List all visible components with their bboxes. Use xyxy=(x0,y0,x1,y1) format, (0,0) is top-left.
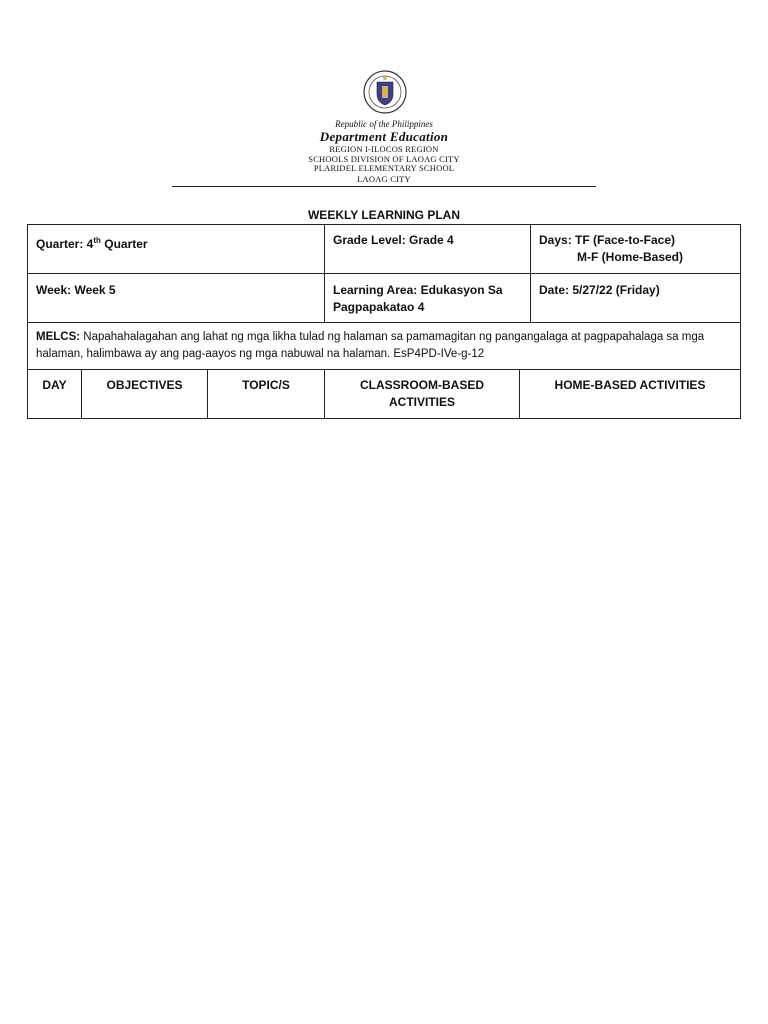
column-header-classroom-activities: CLASSROOM-BASED ACTIVITIES xyxy=(359,378,484,409)
column-header-objectives: OBJECTIVES xyxy=(106,378,183,392)
city-text: LAOAG CITY xyxy=(357,174,411,184)
column-header-topics: TOPIC/S xyxy=(242,378,290,392)
deped-seal-icon xyxy=(363,70,407,114)
school-text: PLARIDEL ELEMENTARY SCHOOL xyxy=(313,163,455,173)
republic-text: Republic of the Philippines xyxy=(335,119,433,129)
column-header-day: DAY xyxy=(42,378,67,392)
days-cell: Days: TF (Face-to-Face) M-F (Home-Based) xyxy=(539,233,684,264)
quarter-cell: Quarter: 4th Quarter xyxy=(36,236,148,251)
column-header-home-activities: HOME-BASED ACTIVITIES xyxy=(554,378,706,392)
division-text: SCHOOLS DIVISION OF LAOAG CITY xyxy=(308,154,460,164)
header-divider xyxy=(172,186,596,187)
week-cell: Week: Week 5 xyxy=(36,283,116,297)
divider xyxy=(27,273,741,274)
date-cell: Date: 5/27/22 (Friday) xyxy=(539,283,660,297)
department-name: Department Education xyxy=(319,129,449,144)
melcs-cell: MELCS: Napahahalagahan ang lahat ng mga likha tulad ng halaman sa pamamagitan ng pangangalaga at pagpapahalaga sa mga halaman, halimbawa ay ang pag-aayos ng mga nabuwal na halaman. EsP4PD-IVe-g-12 xyxy=(36,331,705,360)
region-text: REGION I-ILOCOS REGION xyxy=(329,144,439,154)
page-title: WEEKLY LEARNING PLAN xyxy=(307,208,460,222)
grade-level-cell: Grade Level: Grade 4 xyxy=(333,233,454,247)
divider xyxy=(27,322,741,323)
learning-area-cell: Learning Area: Edukasyon Sa Pagpapakatao 4 xyxy=(333,283,503,314)
